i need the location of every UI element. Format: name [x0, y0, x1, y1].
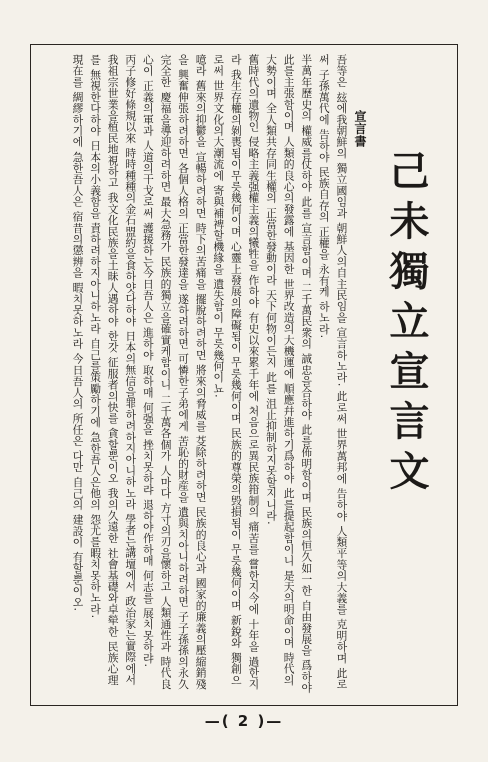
document-title: 己未獨立宣言文	[383, 150, 430, 500]
page-number: —( 2 )—	[204, 712, 284, 730]
declaration-heading: 宣言書	[353, 110, 367, 148]
paragraph-3: 舊時代의遺物인 侵略主義强權主義의犧牲을 作하야 有史以來累千年에 처음으로異民族箝制의 痛苦를 嘗한지今에 十年을 過한지라 我生存權의剝喪됨이무릇幾何이며 心靈上發展의障礙됨이 무릇幾何이며 民族的尊榮의毁損됨이 무릇幾何이며 新銳와 獨創으로써 世界文化의大潮流에 寄與補裨할機緣을 遺失함이 무릇幾何이뇨.	[212, 54, 261, 690]
declaration-body	[40, 54, 368, 694]
paragraph-2: 半萬年歷史의 權威를仗하야 此를 宣言함이며 二千萬民衆의 誠忠을合하야 此를佈明함이며 民族의恒久如一한 自由發展을 爲하야 此를主張함이며 人類的良心의發露에 基因한 世界改造의大機運에 順應幷進하기爲하야 此를提起함이니 是天의明命이며 時代의大勢이며 全人類共存同生權의 正當한發動이라 天下何物이든지 此를 沮止抑制하지못할지니라.	[265, 54, 314, 694]
paragraph-5: 丙子修好條規以來 時時種種의金石盟約을食하얏다하야 日本의無信을罪하려하지아니하노라 學者는講壇에서 政治家는實際에서 我祖宗世業을植民地視하고 我文化民族을土昧人遇하야 한갓 征服者의快를 貪할뿐이오 我의久遠한 社會基礎와卓犖한 民族心理를 無視한다하야 日本의小義함을 責하려하지아니하노라 自己를策勵하기에 急한吾人은他의 怨尤를暇치못하노라.	[89, 54, 138, 686]
paragraph-4: 噫라 舊來의抑鬱을 宣暢하려하면 時下의苦痛을 擺脫하려하면 將來의脅威를 芟除하려하면 民族的良心과 國家的廉義의壓縮銷殘을 興奮伸張하려하면 各個人格의 正當한發達을 遂하려하면 可憐한子弟에게 苦恥的財産을 遺與치아니하려하면 子子孫孫의永久完全한 慶福을導迎하려하면 最大急務가 民族的獨立을確實케함이니 二千萬各個가 人마다 方寸의刃을懷하고 人類通性과 時代良心이 正義의軍과 人道의干戈로써 護援하는今日吾人은 進하야 取하매 何强을 挫치못하랴 退하야作하매 何志를 展치못하랴.	[141, 54, 208, 690]
paragraph-1: 吾等은 玆에我朝鮮의 獨立國임과 朝鮮人의自主民임을 宣言하노라. 此로써 世界萬邦에 告하야 人類平等의大義를 克明하며 此로써 子孫萬代에 告하야 民族自存의 正權을 永有케 하노라.	[317, 54, 349, 690]
paragraph-6: 現在를 綢繆하기에 急한吾人은 宿昔의懲辨을 暇치못하노라 今日吾人의 所任은 다만 自己의 建設이 有할뿐이오.	[71, 54, 85, 612]
